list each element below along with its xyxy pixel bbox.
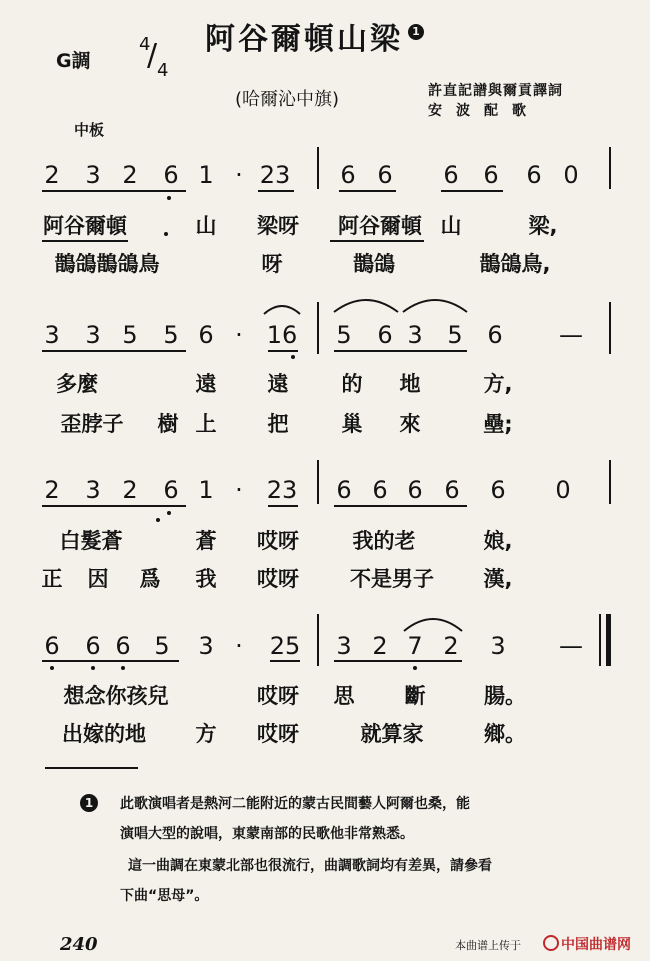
beam-underline [42, 350, 186, 352]
note: 6 [487, 321, 503, 349]
lyric-dot [156, 518, 160, 522]
lyric: 阿谷爾頓 [338, 214, 422, 238]
lyric: 山 [440, 214, 462, 238]
note: 3 [85, 161, 101, 189]
final-bar-thick [606, 614, 611, 666]
footnote-divider [45, 767, 138, 769]
final-bar-thin [599, 614, 601, 666]
lyric: 斷 [404, 684, 426, 708]
bar-line [609, 302, 611, 354]
time-signature-slash: / [147, 38, 158, 73]
sustain-dash: — [559, 321, 583, 349]
lyric: 方, [483, 372, 513, 396]
lyric: 方 [195, 722, 217, 746]
bar-line [317, 614, 319, 666]
note: 2 [443, 632, 459, 660]
beam-underline [334, 660, 462, 662]
lyric: 我 [195, 567, 217, 591]
lyric: 白髮蒼 [59, 529, 123, 553]
lyric: 地 [399, 372, 421, 396]
note: 6 [407, 476, 423, 504]
octave-dot-low [50, 666, 54, 670]
beam-underline [42, 505, 186, 507]
lyric: 思 [333, 684, 355, 708]
title-footnote-marker: 1 [408, 24, 424, 40]
footnote-text-line: 下曲“思母”。 [120, 888, 209, 904]
lyric-dot [164, 232, 168, 236]
note: 7 [407, 632, 423, 660]
bar-line [317, 302, 319, 354]
beam-underline [268, 505, 298, 507]
note: 6 [444, 476, 460, 504]
lyric: 鵲鴿 [353, 252, 395, 276]
key-signature: G調 [56, 50, 91, 72]
note: 2 [44, 161, 60, 189]
lyric: 哎呀 [257, 722, 299, 746]
lyric: 來 [399, 412, 421, 436]
lyric: 上 [195, 412, 217, 436]
note: 5 [154, 632, 170, 660]
note: 6 [115, 632, 131, 660]
note-group: 23 [259, 161, 291, 189]
note: 6 [163, 161, 179, 189]
note: 1 [198, 476, 214, 504]
note: 6 [85, 632, 101, 660]
octave-dot-low [167, 196, 171, 200]
site-logo-text: 中国曲谱网 [561, 937, 631, 953]
lyric: 阿谷爾頓 [43, 214, 127, 238]
note: 3 [44, 321, 60, 349]
octave-dot-low [413, 666, 417, 670]
footnote-text-line: 這一曲調在東蒙北部也很流行，曲調歌詞均有差異，請參看 [128, 858, 492, 874]
lyric: 梁呀 [257, 214, 299, 238]
lyric: 樹 [157, 412, 179, 436]
lyric: 娘, [483, 529, 513, 553]
note: 3 [198, 632, 214, 660]
lyric: 哎呀 [257, 684, 299, 708]
note: 1 [198, 161, 214, 189]
dotted-rhythm: · [235, 632, 243, 660]
slur [332, 292, 400, 314]
beam-underline [339, 190, 396, 192]
note: 2 [372, 632, 388, 660]
lyric: 正 [41, 567, 63, 591]
lyric: 梁, [528, 214, 558, 238]
note: 3 [407, 321, 423, 349]
slur [401, 292, 469, 314]
lyric: 漢, [483, 567, 513, 591]
beam-underline [441, 190, 503, 192]
rest: 0 [555, 476, 571, 504]
upload-note: 本曲谱上传于 [455, 939, 521, 952]
beam-underline [334, 350, 467, 352]
note-group: 25 [269, 632, 301, 660]
tempo-marking: 中板 [74, 121, 105, 139]
bar-line [609, 460, 611, 504]
lyric: 想念你孩兒 [63, 684, 169, 708]
lyric: 的 [341, 372, 363, 396]
time-signature-numerator: 4 [139, 34, 151, 55]
lyric: 歪脖子 [60, 412, 124, 436]
note: 3 [85, 476, 101, 504]
note: 6 [372, 476, 388, 504]
beam-underline [268, 350, 298, 352]
note: 6 [377, 161, 393, 189]
melisma-underline [42, 240, 128, 242]
note: 6 [377, 321, 393, 349]
dotted-rhythm: · [235, 476, 243, 504]
lyric: 我的老 [352, 529, 416, 553]
note: 5 [336, 321, 352, 349]
lyric: 把 [267, 412, 289, 436]
note: 5 [447, 321, 463, 349]
note: 6 [198, 321, 214, 349]
beam-underline [42, 660, 179, 662]
beam-underline [42, 190, 186, 192]
lyric: 哎呀 [257, 567, 299, 591]
lyric: 出嫁的地 [62, 722, 146, 746]
lyric: 多麼 [56, 372, 98, 396]
lyric: 山 [195, 214, 217, 238]
sustain-dash: — [559, 632, 583, 660]
octave-dot-low [121, 666, 125, 670]
bar-line [317, 147, 319, 189]
octave-dot-low [91, 666, 95, 670]
site-logo[interactable] [543, 934, 631, 954]
lyric: 蒼 [195, 529, 217, 553]
lyric: 遠 [195, 372, 217, 396]
octave-dot-low [167, 511, 171, 515]
note: 6 [340, 161, 356, 189]
note: 5 [163, 321, 179, 349]
note: 3 [85, 321, 101, 349]
rest: 0 [563, 161, 579, 189]
beam-underline [258, 190, 294, 192]
note: 2 [122, 476, 138, 504]
lyric: 爲 [139, 567, 161, 591]
note: 3 [490, 632, 506, 660]
dotted-rhythm: · [235, 161, 243, 189]
footnote-text-line: 此歌演唱者是熱河二能附近的蒙古民間藝人阿爾也桑，能 [120, 796, 470, 812]
credit-transcription: 許直記譜與爾貢譯詞 [428, 83, 563, 99]
note: 5 [122, 321, 138, 349]
credit-lyrics: 安波配歌 [428, 103, 540, 119]
slur [262, 300, 302, 316]
note: 6 [163, 476, 179, 504]
song-title: 阿谷爾頓山梁 [205, 22, 403, 57]
note-group: 23 [266, 476, 298, 504]
slur [402, 611, 464, 633]
song-subtitle: (哈爾沁中旗) [235, 89, 340, 110]
lyric: 鵲鴿鵲鴿鳥 [54, 252, 160, 276]
note-group: 16 [266, 321, 298, 349]
lyric: 鄉。 [484, 722, 526, 746]
logo-ring-icon [543, 935, 559, 951]
beam-underline [334, 505, 467, 507]
footnote-text-line: 演唱大型的說唱，東蒙南部的民歌他非常熟悉。 [120, 826, 414, 842]
time-signature-denominator: 4 [157, 60, 169, 81]
lyric: 就算家 [360, 722, 424, 746]
page-number: 240 [60, 934, 98, 955]
bar-line [317, 460, 319, 504]
octave-dot-low [291, 355, 295, 359]
lyric: 壘; [483, 412, 513, 436]
dotted-rhythm: · [235, 321, 243, 349]
lyric: 呀 [261, 252, 283, 276]
lyric: 不是男子 [350, 567, 434, 591]
melisma-underline [330, 240, 424, 242]
bar-line [609, 147, 611, 189]
lyric: 巢 [341, 412, 363, 436]
note: 6 [483, 161, 499, 189]
lyric: 腸。 [484, 684, 526, 708]
lyric: 遠 [267, 372, 289, 396]
note: 6 [336, 476, 352, 504]
note: 6 [443, 161, 459, 189]
footnote-marker: 1 [80, 794, 98, 812]
note: 3 [336, 632, 352, 660]
note: 2 [44, 476, 60, 504]
beam-underline [270, 660, 300, 662]
note: 6 [526, 161, 542, 189]
lyric: 因 [87, 567, 109, 591]
note: 6 [490, 476, 506, 504]
note: 6 [44, 632, 60, 660]
note: 2 [122, 161, 138, 189]
lyric: 鵲鴿鳥, [479, 252, 551, 276]
lyric: 哎呀 [257, 529, 299, 553]
